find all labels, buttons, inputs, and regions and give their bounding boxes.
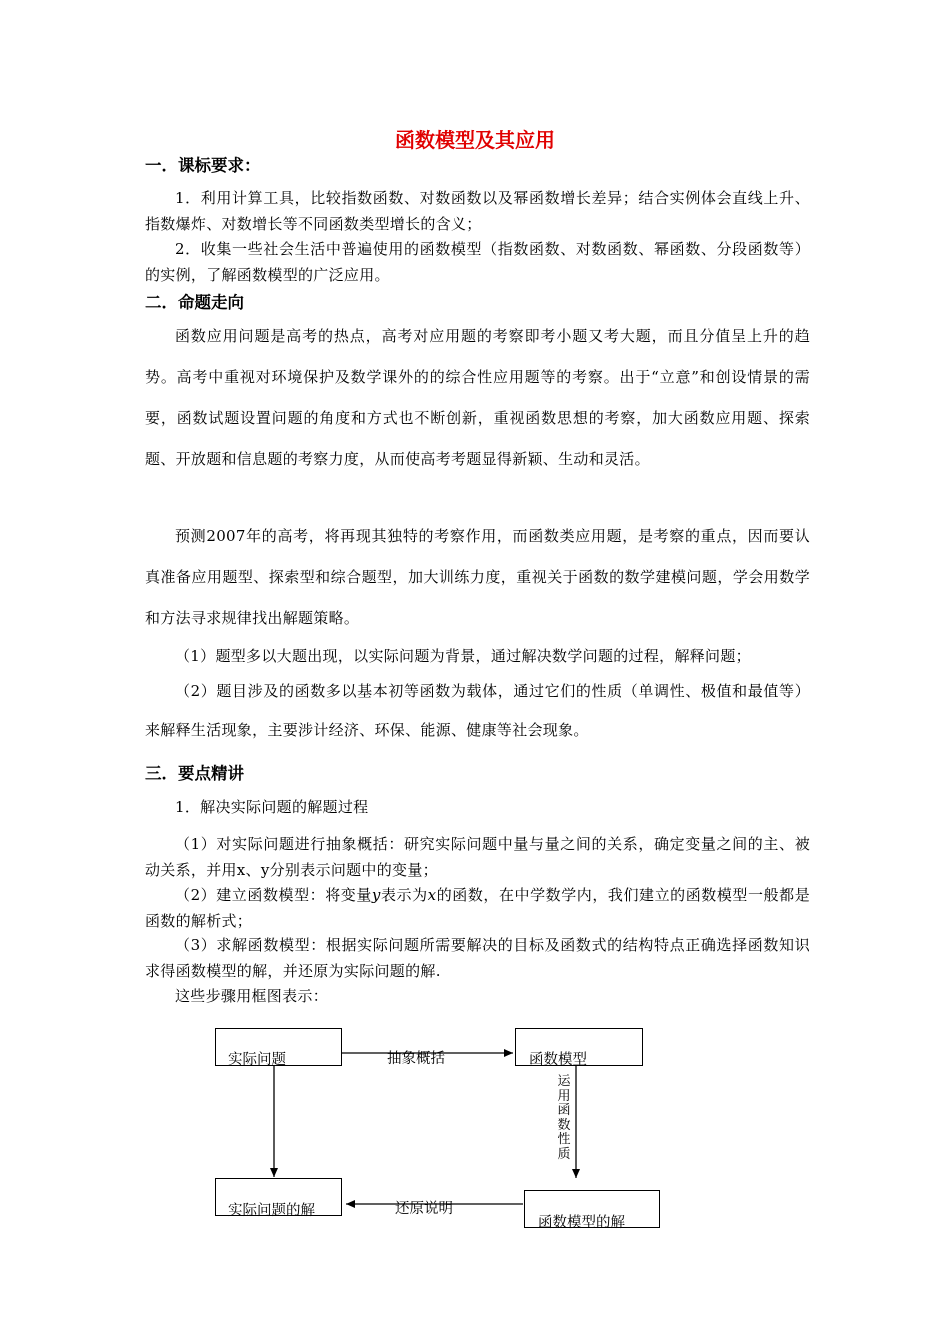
box-real-solution — [215, 1178, 342, 1219]
label-apply-char: 函 — [557, 1103, 571, 1118]
trends-paragraph-4: （2）题目涉及的函数多以基本初等函数为载体，通过它们的性质（单调性、极值和最值等）来解释生活现象，主要涉计经济、环保、能源、健康等社会现象。 — [145, 682, 810, 739]
standards-paragraph-1: 1．利用计算工具，比较指数函数、对数函数以及幂函数增长差异；结合实例体会直线上升、指数爆炸、对数增长等不同函数类型增长的含义； — [145, 189, 810, 233]
box-real-problem — [215, 1028, 342, 1066]
section-heading-trends: 二．命题走向 — [145, 293, 244, 312]
key-points-subheading: 1．解决实际问题的解题过程 — [175, 798, 369, 816]
box-model-solution-label: 函数模型的解 — [538, 1215, 625, 1231]
box-function-model — [515, 1028, 643, 1066]
key-points-step-1: （1）对实际问题进行抽象概括：研究实际问题中量与量之间的关系，确定变量之间的主、被动关系，并用x、y分别表示问题中的变量； — [145, 835, 810, 879]
variable-y: y — [371, 886, 381, 904]
box-model-solution — [524, 1190, 660, 1231]
page-title: 函数模型及其应用 — [395, 128, 555, 152]
label-apply-char: 运 — [557, 1074, 571, 1089]
flowchart-intro: 这些步骤用框图表示： — [175, 987, 329, 1005]
label-apply-char: 数 — [557, 1117, 571, 1133]
box-real-problem-label: 实际问题 — [228, 1052, 286, 1068]
label-restore: 还原说明 — [395, 1201, 453, 1217]
label-apply-char: 质 — [557, 1146, 571, 1162]
trends-paragraph-3: （1）题型多以大题出现，以实际问题为背景，通过解决数学问题的过程，解释问题； — [175, 647, 751, 665]
section-heading-standards: 一．课标要求： — [145, 156, 261, 175]
trends-paragraph-1: 函数应用问题是高考的热点，高考对应用题的考察即考小题又考大题，而且分值呈上升的趋势。高考中重视对环境保护及数学课外的的综合性应用题等的考察。出于“立意”和创设情景的需要，函数试题设置问题的角度和方式也不断创新，重视函数思想的考察，加大函数应用题、探索题、开放题和信息题的考察力度，从而使高考考题显得新颖、生动和灵活。 — [145, 327, 810, 468]
key-points-step-3: （3）求解函数模型：根据实际问题所需要解决的目标及函数式的结构特点正确选择函数知识求得函数模型的解，并还原为实际问题的解. — [145, 936, 810, 980]
label-abstract: 抽象概括 — [387, 1051, 445, 1067]
standards-paragraph-2: 2．收集一些社会生活中普遍使用的函数模型（指数函数、对数函数、幂函数、分段函数等）的实例，了解函数模型的广泛应用。 — [145, 240, 810, 284]
label-apply-properties — [557, 1075, 571, 1162]
step-2-text-b: 表示为 — [380, 886, 428, 904]
step-2-text-c: 的函数，在中学数学内，我们建立的函数模型一般都是函数的解析式； — [145, 886, 810, 930]
section-heading-key-points: 三．要点精讲 — [145, 764, 244, 783]
box-real-solution-label: 实际问题的解 — [228, 1203, 315, 1219]
label-apply-char: 性 — [557, 1132, 571, 1147]
trends-paragraph-2: 预测2007年的高考，将再现其独特的考察作用，而函数类应用题，是考察的重点，因而要认真准备应用题型、探索型和综合题型，加大训练力度，重视关于函数的数学建模问题，学会用数学和方法寻求规律找出解题策略。 — [145, 527, 810, 627]
step-2-text-a: （2）建立函数模型：将变量 — [175, 886, 372, 904]
box-function-model-label: 函数模型 — [529, 1052, 587, 1068]
variable-x: x — [427, 886, 437, 904]
label-apply-char: 用 — [557, 1088, 571, 1104]
